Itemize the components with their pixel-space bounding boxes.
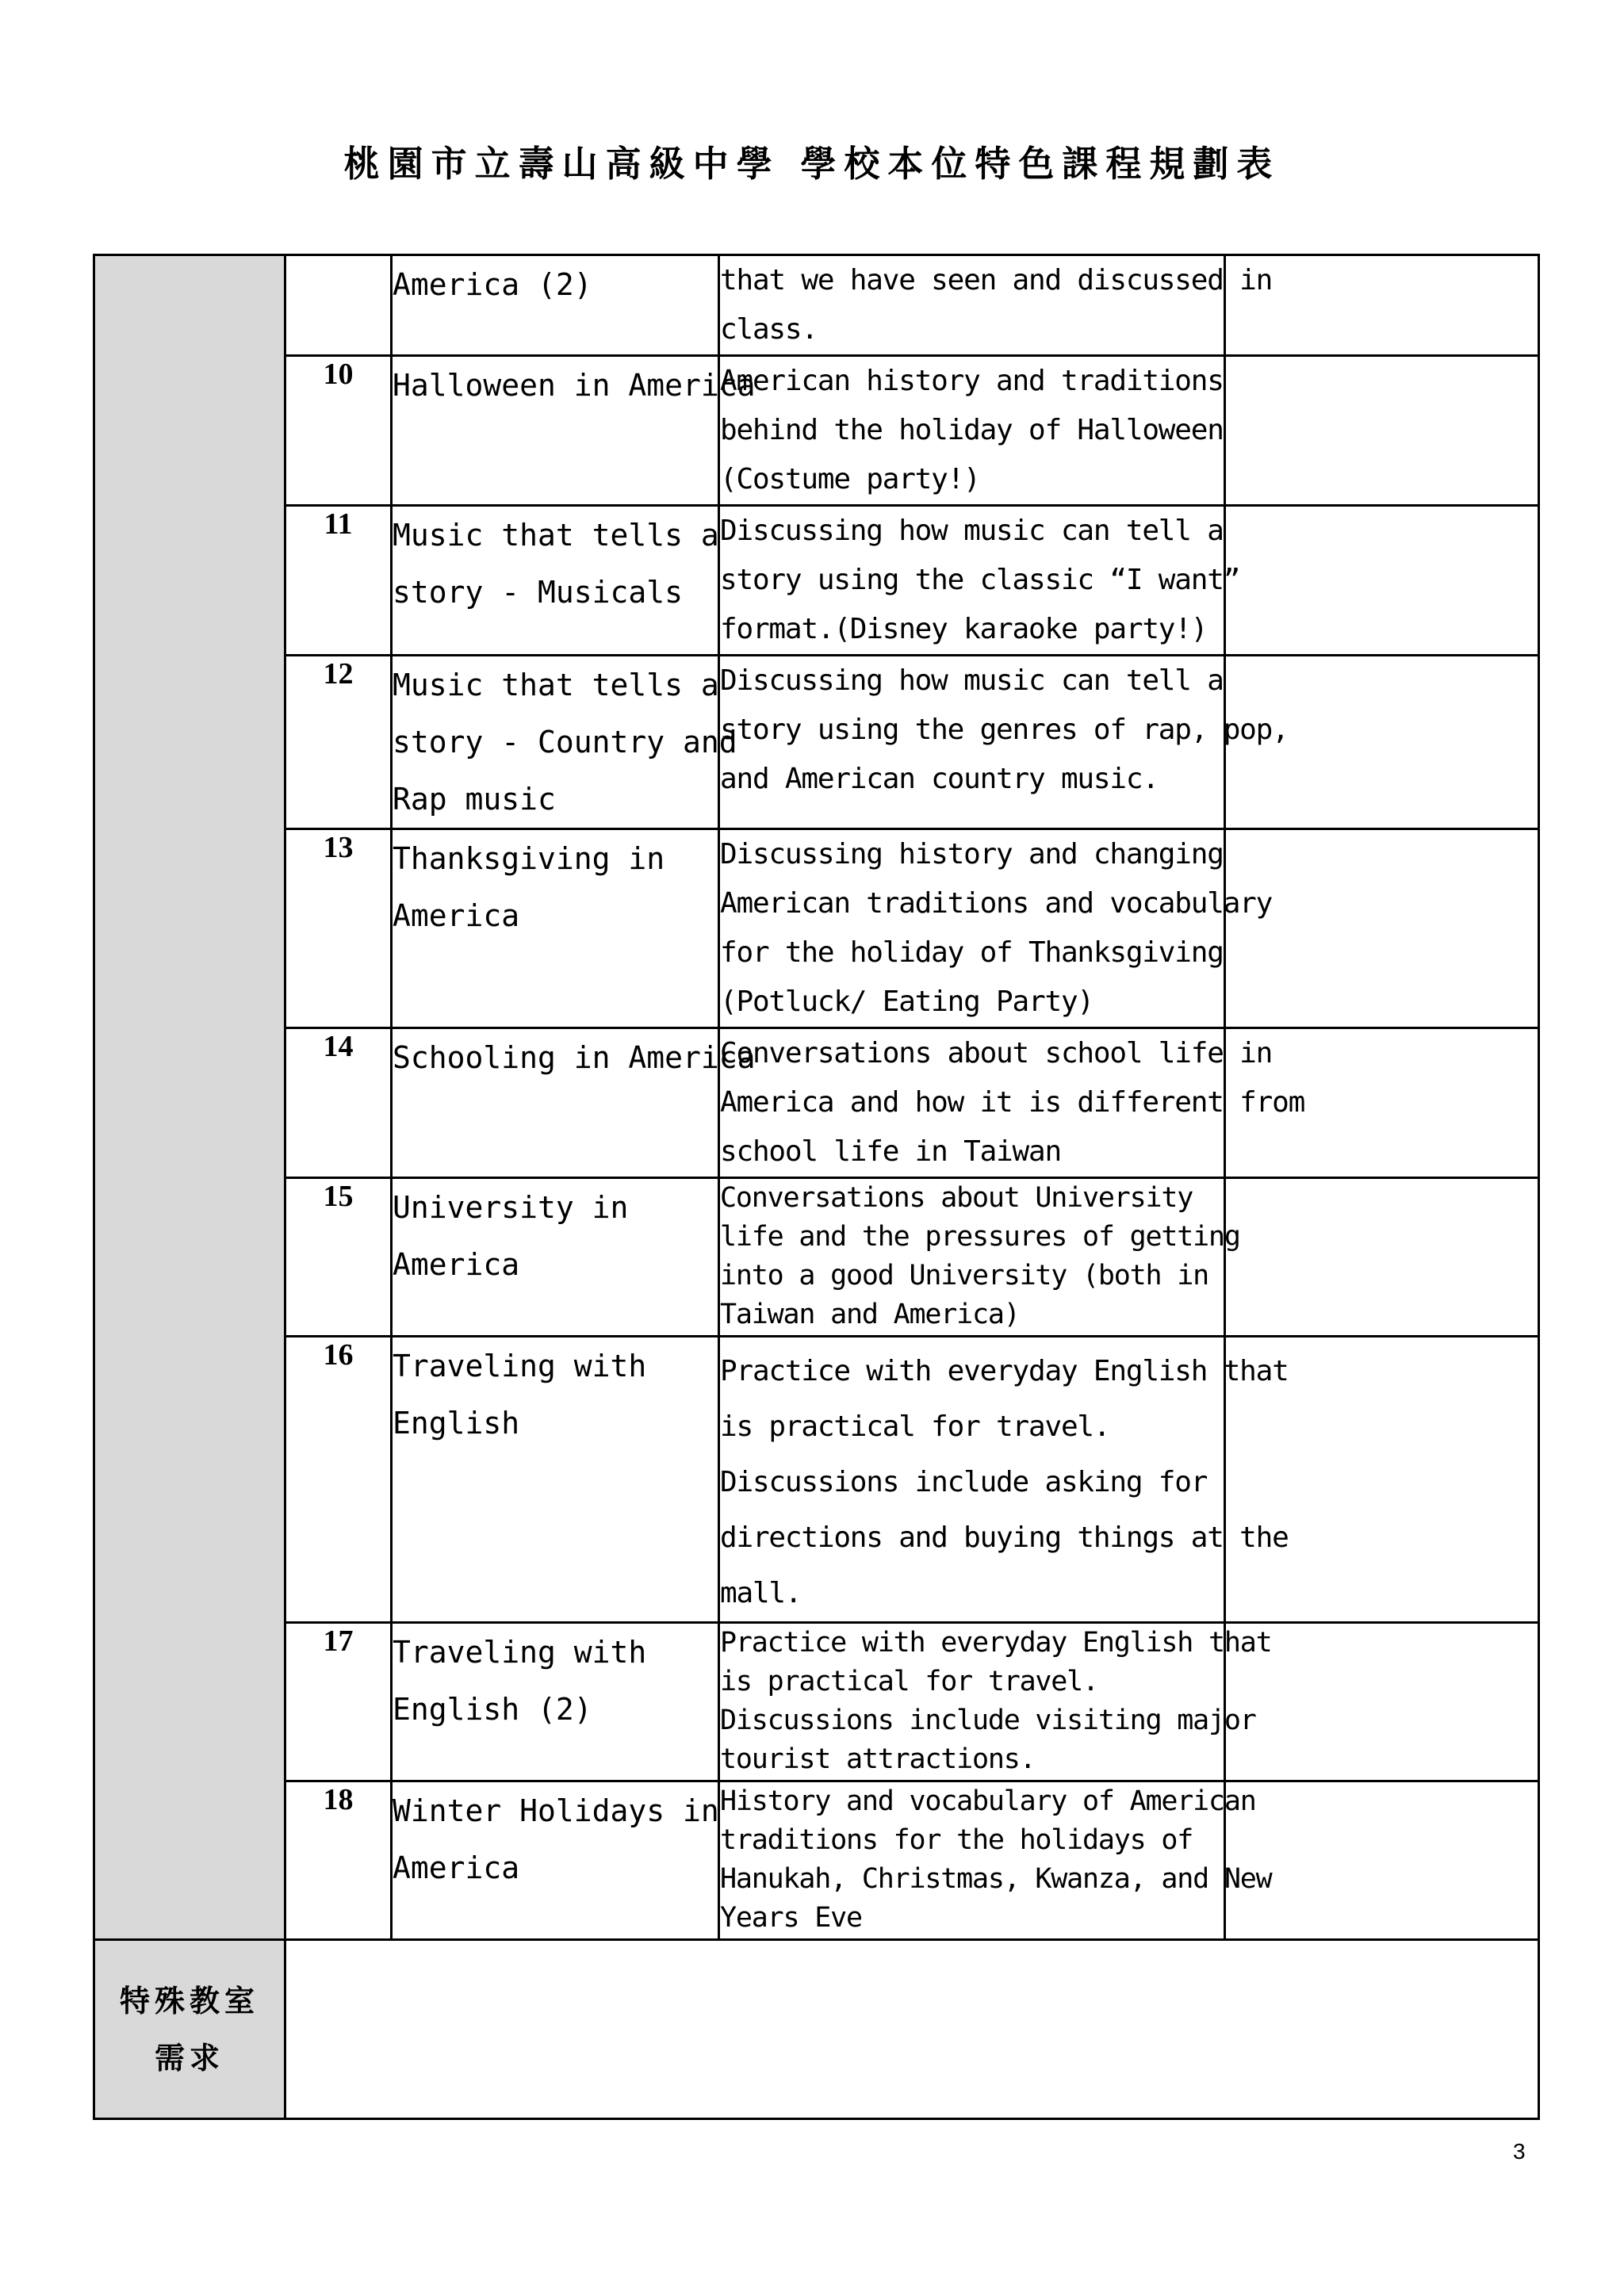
description-line: (Costume party!): [720, 463, 980, 496]
page-number: 3: [1513, 2139, 1526, 2164]
schedule-row: [94, 1028, 1539, 1178]
week-number: 14: [285, 1028, 392, 1178]
topic-cell: [392, 1623, 719, 1781]
description-cell: [719, 356, 1225, 506]
description-cell: [719, 506, 1240, 656]
topic-cell: [392, 255, 719, 356]
schedule-row: [94, 1178, 1539, 1337]
description-line: History and vocabulary of American: [720, 1785, 1256, 1817]
description-line: school life in Taiwan: [720, 1135, 1061, 1168]
schedule-row: [94, 829, 1539, 1028]
description-cell: [719, 1178, 1240, 1337]
special-room-value: [285, 1940, 1539, 2119]
description-line: Discussions include asking for: [720, 1466, 1208, 1498]
description-line: class.: [720, 313, 818, 346]
description-cell: [719, 1028, 1305, 1178]
description-line: life and the pressures of getting: [720, 1221, 1240, 1253]
schedule-row: [94, 356, 1539, 506]
topic-cell: [392, 506, 719, 656]
notes-cell: [1225, 506, 1539, 656]
week-number: 10: [285, 356, 392, 506]
notes-cell: [1225, 1781, 1539, 1940]
description-line: story using the genres of rap, pop,: [720, 714, 1289, 746]
special-room-row: [94, 1940, 1539, 2119]
week-number: 12: [285, 656, 392, 829]
special-room-label-line1: 特殊教室: [119, 1982, 259, 2019]
topic-line: Halloween in America: [393, 368, 756, 403]
topic-cell: [392, 356, 756, 506]
description-line: that we have seen and discussed in: [720, 264, 1273, 297]
description-line: Hanukah, Christmas, Kwanza, and New: [720, 1863, 1272, 1895]
description-line: format.(Disney karaoke party!): [720, 613, 1208, 645]
description-line: for the holiday of Thanksgiving: [720, 936, 1224, 969]
topic-line: Thanksgiving in: [393, 841, 665, 876]
week-number: 17: [285, 1623, 392, 1781]
description-line: American history and traditions: [720, 365, 1224, 397]
topic-line: Rap music: [393, 782, 556, 817]
topic-line: America (2): [393, 267, 592, 302]
topic-line: America: [393, 1850, 520, 1885]
notes-cell: [1225, 356, 1539, 506]
description-line: Conversations about University: [720, 1182, 1193, 1214]
notes-cell: [1225, 829, 1539, 1028]
description-cell: [719, 255, 1273, 356]
topic-cell: [392, 1178, 719, 1337]
description-line: (Potluck/ Eating Party): [720, 985, 1094, 1018]
description-line: into a good University (both in: [720, 1260, 1209, 1292]
week-number: [285, 255, 392, 356]
description-line: American traditions and vocabulary: [720, 887, 1273, 920]
topic-line: story - Country and: [393, 725, 737, 760]
description-cell: [719, 656, 1289, 829]
topic-line: English (2): [393, 1692, 592, 1727]
special-room-label-line2: 需求: [154, 2039, 224, 2076]
topic-cell: [392, 829, 719, 1028]
description-line: Practice with everyday English that: [720, 1627, 1272, 1659]
description-line: Practice with everyday English that: [720, 1355, 1289, 1387]
topic-line: English: [393, 1406, 520, 1441]
description-line: Years Eve: [720, 1902, 862, 1934]
schedule-row: [94, 255, 1539, 356]
schedule-row: [94, 1337, 1539, 1623]
schedule-row: [94, 1623, 1539, 1781]
course-plan-body: [94, 255, 1539, 1940]
week-number: 15: [285, 1178, 392, 1337]
topic-cell: [392, 1337, 719, 1623]
schedule-row: [94, 506, 1539, 656]
description-cell: [719, 1781, 1272, 1940]
description-line: story using the classic “I want”: [720, 564, 1240, 596]
description-line: is practical for travel.: [720, 1410, 1110, 1443]
description-line: and American country music.: [720, 763, 1159, 795]
description-line: Discussing history and changing: [720, 838, 1224, 871]
description-line: directions and buying things at the: [720, 1521, 1289, 1554]
topic-line: University in: [393, 1190, 629, 1225]
topic-line: Traveling with: [393, 1635, 647, 1670]
topic-line: Traveling with: [393, 1349, 647, 1383]
description-cell: [719, 829, 1273, 1028]
description-cell: [719, 1623, 1272, 1781]
document-title: 桃園市立壽山高級中學 學校本位特色課程規劃表: [343, 143, 1281, 185]
topic-line: Winter Holidays in: [393, 1793, 719, 1828]
description-line: Discussing how music can tell a: [720, 664, 1224, 697]
week-number: 11: [285, 506, 392, 656]
schedule-row: [94, 1781, 1539, 1940]
topic-line: Schooling in America: [393, 1040, 756, 1075]
topic-line: Music that tells a: [393, 668, 719, 702]
description-line: Conversations about school life in: [720, 1037, 1273, 1070]
topic-cell: [392, 656, 737, 829]
description-line: is practical for travel.: [720, 1666, 1098, 1697]
description-line: Taiwan and America): [720, 1299, 1020, 1330]
topic-cell: [392, 1028, 756, 1178]
description-cell: [719, 1337, 1289, 1623]
week-number: 13: [285, 829, 392, 1028]
week-number: 18: [285, 1781, 392, 1940]
notes-cell: [1225, 1623, 1539, 1781]
description-line: traditions for the holidays of: [720, 1824, 1193, 1856]
description-line: mall.: [720, 1577, 802, 1609]
topic-line: America: [393, 898, 520, 933]
topic-line: America: [393, 1247, 520, 1282]
topic-cell: [392, 1781, 719, 1940]
topic-line: story - Musicals: [393, 575, 684, 610]
description-line: tourist attractions.: [720, 1743, 1036, 1775]
special-room-label: [94, 1940, 285, 2119]
description-line: Discussing how music can tell a: [720, 515, 1224, 547]
description-line: behind the holiday of Halloween: [720, 414, 1224, 446]
left-label-column: [94, 255, 285, 1940]
topic-line: Music that tells a: [393, 518, 719, 553]
week-number: 16: [285, 1337, 392, 1623]
course-plan-table: [93, 254, 1540, 2120]
description-line: America and how it is different from: [720, 1086, 1305, 1119]
schedule-row: [94, 656, 1539, 829]
description-line: Discussions include visiting major: [720, 1705, 1256, 1736]
notes-cell: [1225, 1178, 1539, 1337]
